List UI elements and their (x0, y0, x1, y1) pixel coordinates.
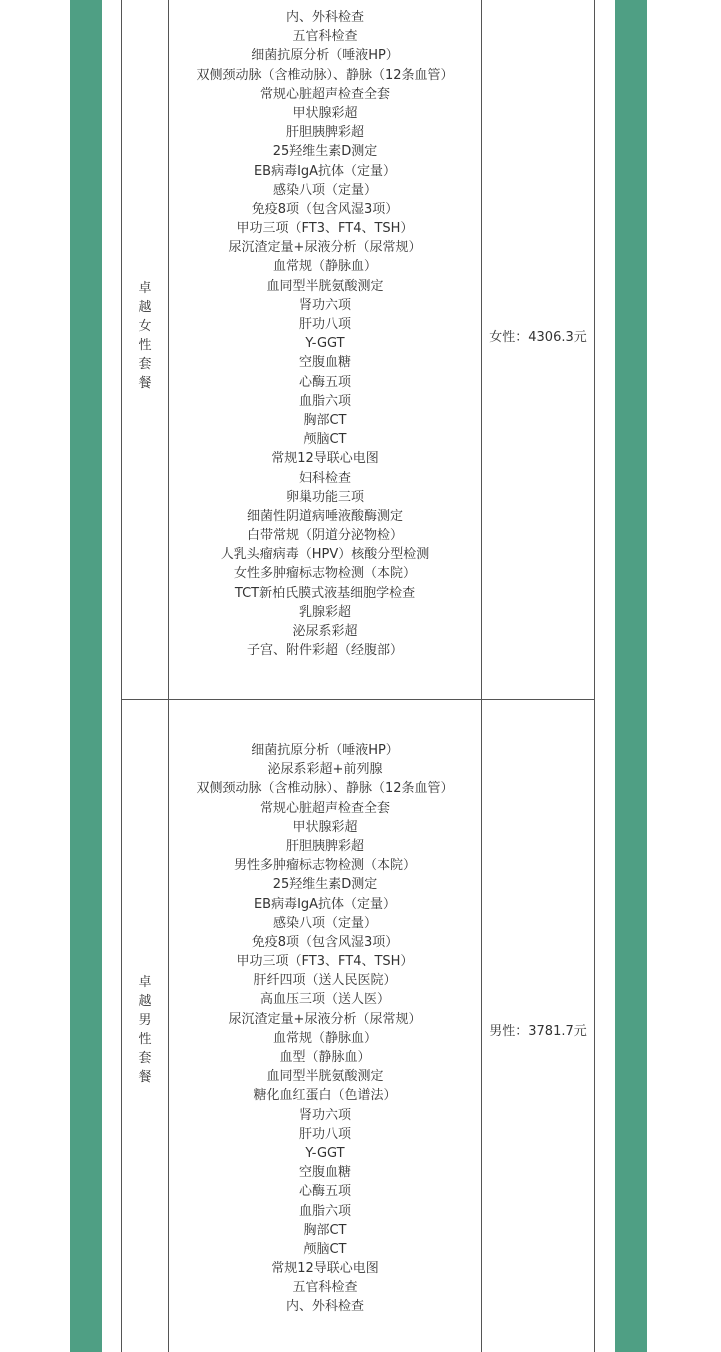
package-item: 肝功八项 (298, 1126, 351, 1142)
table-border-left (121, 0, 122, 1352)
package-item: 常规心脏超声检查全套 (259, 86, 390, 102)
package-item: EB病毒IgA抗体（定量） (253, 896, 397, 912)
package-item: 双侧颈动脉（含椎动脉）、静脉（12条血管） (196, 781, 454, 797)
package-item: 心酶五项 (298, 374, 351, 390)
left-decorative-band (70, 0, 102, 1352)
package-item: 子宫、附件彩超（经腹部） (246, 643, 403, 659)
package-item: 血常规（静脉血） (272, 1030, 377, 1046)
package-item: 血常规（静脉血） (272, 259, 377, 275)
package-name-text: 卓 越 女 性 套 餐 (138, 281, 152, 391)
package-item: 女性多肿瘤标志物检测（本院） (233, 566, 416, 582)
package-price-male: 男性：3781.7元 (489, 1024, 587, 1039)
package-item: 胸部CT (303, 412, 347, 428)
package-item: 内、外科检查 (285, 1299, 364, 1315)
package-item: 空腹血糖 (298, 355, 351, 371)
package-item: 五官科检查 (292, 29, 358, 45)
package-name-male (122, 973, 168, 1087)
package-item: Y-GGT (305, 1145, 345, 1161)
package-item: 乳腺彩超 (298, 604, 351, 620)
package-item: 卵巢功能三项 (285, 489, 364, 505)
package-item: Y-GGT (305, 336, 345, 352)
package-item: 甲状腺彩超 (292, 819, 358, 835)
package-item: TCT新柏氏膜式液基细胞学检查 (234, 585, 416, 601)
package-item: 血脂六项 (298, 1203, 351, 1219)
package-item: 甲功三项（FT3、FT4、TSH） (236, 221, 414, 237)
package-item: 肝胆胰脾彩超 (285, 125, 364, 141)
package-item: 血型（静脉血） (279, 1050, 371, 1065)
package-item: 妇科检查 (298, 470, 351, 486)
table-border-right (594, 0, 595, 1352)
package-item: 甲功三项（FT3、FT4、TSH） (236, 954, 414, 970)
package-item: 甲状腺彩超 (292, 105, 358, 121)
package-item: 白带常规（阴道分泌物检） (246, 528, 403, 544)
package-item: 空腹血糖 (298, 1165, 351, 1181)
package-item: 常规12导联心电图 (271, 451, 379, 467)
package-items-female (169, 8, 481, 660)
package-item: 肝胆胰脾彩超 (285, 838, 364, 854)
package-item: 心酶五项 (298, 1184, 351, 1200)
package-item: 泌尿系彩超+前列腺 (267, 762, 383, 778)
package-item: 内、外科检查 (285, 10, 364, 25)
package-item: 泌尿系彩超 (292, 624, 358, 639)
package-item: 细菌性阴道病唾液酸酶测定 (246, 508, 403, 524)
package-item: 高血压三项（送人医） (259, 992, 390, 1008)
package-item: 血同型半胱氨酸测定 (266, 1069, 384, 1085)
right-decorative-band (615, 0, 647, 1352)
package-item: 肝纤四项（送人民医院） (253, 973, 397, 989)
package-item: 双侧颈动脉（含椎动脉）、静脉（12条血管） (196, 67, 454, 83)
package-item: 人乳头瘤病毒（HPV）核酸分型检测 (220, 547, 430, 563)
table-row-divider (121, 699, 595, 700)
package-item: 25羟维生素D测定 (272, 144, 378, 160)
package-item: 常规心脏超声检查全套 (259, 800, 390, 816)
package-item: 细菌抗原分析（唾液HP） (251, 48, 399, 64)
package-item: 男性多肿瘤标志物检测（本院） (233, 858, 416, 874)
package-items-male (169, 741, 481, 1317)
package-item: 尿沉渣定量+尿液分析（尿常规） (228, 1011, 422, 1027)
package-item: 肾功六项 (298, 1107, 351, 1123)
table-divider-price (481, 0, 482, 1352)
package-item: 25羟维生素D测定 (272, 877, 378, 893)
package-item: EB病毒IgA抗体（定量） (253, 163, 397, 179)
package-item: 糖化血红蛋白（色谱法） (253, 1088, 397, 1104)
package-item: 胸部CT (303, 1222, 347, 1238)
package-item: 颅脑CT (303, 432, 347, 448)
package-item: 颅脑CT (303, 1241, 347, 1257)
package-item: 常规12导联心电图 (271, 1261, 379, 1277)
package-item: 血脂六项 (298, 393, 351, 409)
package-item: 感染八项（定量） (272, 915, 377, 931)
package-item: 血同型半胱氨酸测定 (266, 278, 384, 294)
package-item: 感染八项（定量） (272, 182, 377, 198)
package-item: 尿沉渣定量+尿液分析（尿常规） (228, 240, 422, 256)
package-price-female: 女性：4306.3元 (489, 330, 587, 345)
package-item: 肝功八项 (298, 317, 351, 332)
package-item: 细菌抗原分析（唾液HP） (251, 743, 399, 758)
package-name-female (122, 279, 168, 393)
package-item: 免疫8项（包含风湿3项） (251, 201, 399, 217)
package-item: 免疫8项（包含风湿3项） (251, 934, 399, 950)
package-name-text: 卓 越 男 性 套 餐 (138, 975, 152, 1085)
package-item: 五官科检查 (292, 1280, 358, 1296)
package-item: 肾功六项 (298, 297, 351, 313)
